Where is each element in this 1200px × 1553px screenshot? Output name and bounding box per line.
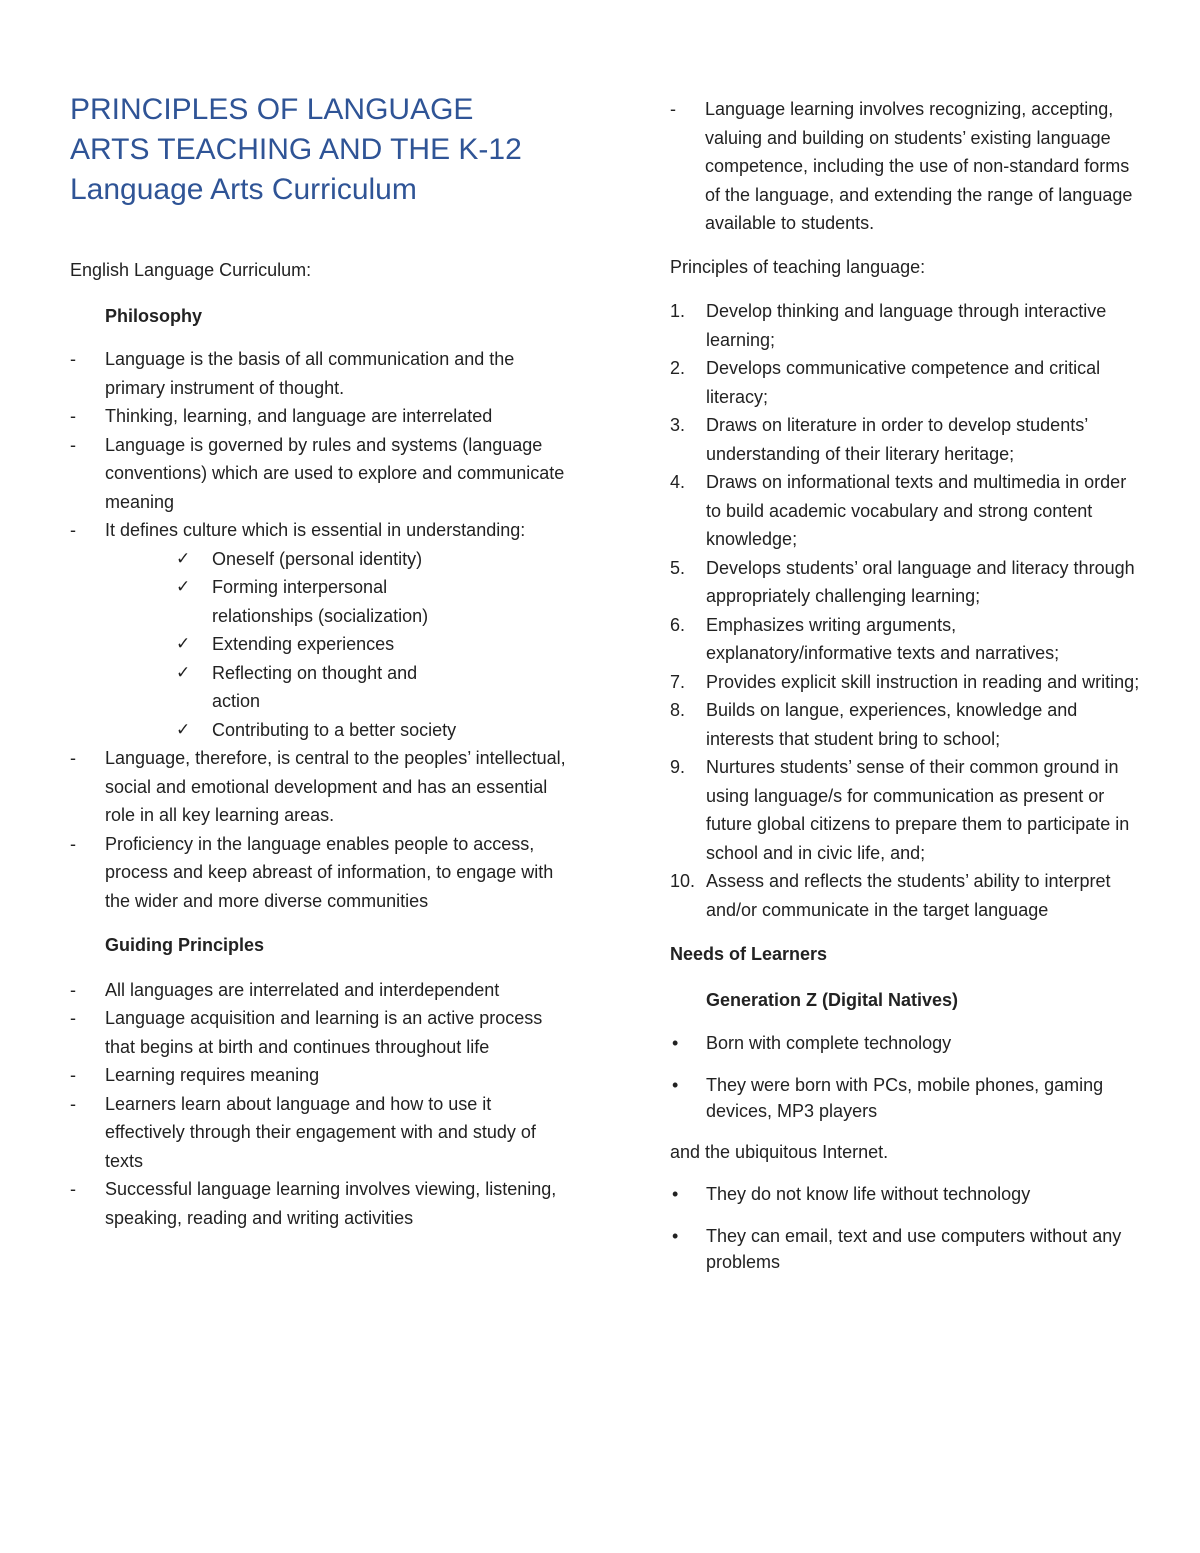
list-item: 10. Assess and reflects the students’ ability to interpret and/or communicate in the target language — [670, 871, 1111, 920]
list-item: 7. Provides explicit skill instruction in reading and writing; — [670, 671, 1140, 692]
list-item: - Language is governed by rules and systems (language conventions) which are used to explore and communicate meaning — [70, 434, 565, 512]
list-item: • Born with complete technology — [670, 1030, 1140, 1056]
philosophy-list — [70, 345, 570, 545]
list-item: - Proficiency in the language enables people to access, process and keep abreast of information, to engage with the wider and more diverse communities — [70, 833, 554, 911]
list-item: - All languages are interrelated and interdependent — [70, 979, 500, 1000]
list-item: - Thinking, learning, and language are interrelated — [70, 406, 493, 426]
list-item: - It defines culture which is essential in understanding: — [70, 520, 526, 540]
philosophy-list-final — [670, 95, 1140, 238]
list-item: 3. Draws on literature in order to develop students’ understanding of their literary heritage; — [670, 415, 1088, 464]
principles-heading: Principles of teaching language: — [670, 256, 926, 277]
needs-heading: Needs of Learners — [670, 944, 828, 964]
generation-z-bullets — [670, 1030, 1140, 1124]
continuation-text: and the ubiquitous Internet. — [670, 1142, 889, 1162]
title-line-3: Language Arts Curriculum — [70, 173, 417, 206]
list-item: • They were born with PCs, mobile phones, gaming devices, MP3 players — [670, 1072, 1140, 1124]
list-item: 8. Builds on langue, experiences, knowledge and interests that student bring to school; — [670, 700, 1078, 749]
title-line-2: ARTS TEACHING AND THE K-12 — [70, 133, 522, 166]
list-item: 9. Nurtures students’ sense of their common ground in using language/s for communication as present or future global citizens to prepare them to participate in school and in civic life, and; — [670, 757, 1130, 863]
guiding-principles-heading: Guiding Principles — [105, 935, 265, 955]
bullet-icon: • — [672, 1183, 679, 1204]
list-item: • They do not know life without technology — [670, 1181, 1140, 1207]
checklist-item: ✓ Forming interpersonal relationships (socialization) — [176, 573, 492, 630]
philosophy-list-continued — [70, 744, 570, 915]
list-item: - Language learning involves recognizing, accepting, valuing and building on students’ existing language competence, including the use of non-standard forms of the language, and extending the range of language available to students. — [670, 99, 1133, 233]
right-body — [670, 95, 1140, 1275]
generation-z-heading: Generation Z (Digital Natives) — [706, 989, 959, 1010]
checklist-item: ✓ Reflecting on thought and action — [176, 659, 452, 716]
checklist-item: ✓ Contributing to a better society — [176, 716, 492, 745]
generation-z-bullets-2 — [670, 1181, 1140, 1275]
list-item: 5. Develops students’ oral language and literacy through appropriately challenging learning; — [670, 557, 1135, 606]
document-title — [70, 90, 590, 210]
guiding-principles-list — [70, 976, 570, 1233]
checkmark-icon: ✓ — [176, 662, 191, 682]
curriculum-intro: English Language Curriculum: — [70, 260, 312, 280]
title-line-1: PRINCIPLES OF LANGUAGE — [70, 93, 474, 126]
list-item: 1. Develop thinking and language through interactive learning; — [670, 301, 1107, 350]
checklist-item: ✓ Oneself (personal identity) — [176, 545, 492, 574]
list-item: - Successful language learning involves viewing, listening, speaking, reading and writing activities — [70, 1179, 557, 1228]
list-item: - Language is the basis of all communication and the primary instrument of thought. — [70, 349, 515, 398]
philosophy-heading: Philosophy — [105, 305, 203, 326]
left-body — [70, 256, 570, 1232]
list-item: - Language acquisition and learning is an active process that begins at birth and continues throughout life — [70, 1008, 543, 1057]
list-item: - Learning requires meaning — [70, 1065, 320, 1085]
checkmark-icon: ✓ — [176, 719, 191, 739]
list-item: - Language, therefore, is central to the peoples’ intellectual, social and emotional development and has an essential role in all key learning areas. — [70, 748, 566, 825]
list-item: 6. Emphasizes writing arguments, explanatory/informative texts and narratives; — [670, 614, 1060, 663]
checkmark-icon: ✓ — [176, 548, 191, 568]
list-item: 4. Draws on informational texts and multimedia in order to build academic vocabulary and strong content knowledge; — [670, 472, 1127, 549]
checkmark-icon: ✓ — [176, 577, 191, 596]
bullet-icon: • — [672, 1075, 679, 1095]
principles-list — [670, 297, 1140, 924]
bullet-icon: • — [672, 1033, 679, 1053]
bullet-icon: • — [672, 1225, 679, 1246]
culture-checklist — [70, 545, 570, 745]
checkmark-icon: ✓ — [176, 634, 191, 653]
list-item: - Learners learn about language and how to use it effectively through their engagement with and study of texts — [70, 1093, 536, 1171]
checklist-item: ✓ Extending experiences — [176, 630, 492, 659]
list-item: • They can email, text and use computers without any problems — [670, 1223, 1140, 1275]
list-item: 2. Develops communicative competence and critical literacy; — [670, 358, 1101, 407]
